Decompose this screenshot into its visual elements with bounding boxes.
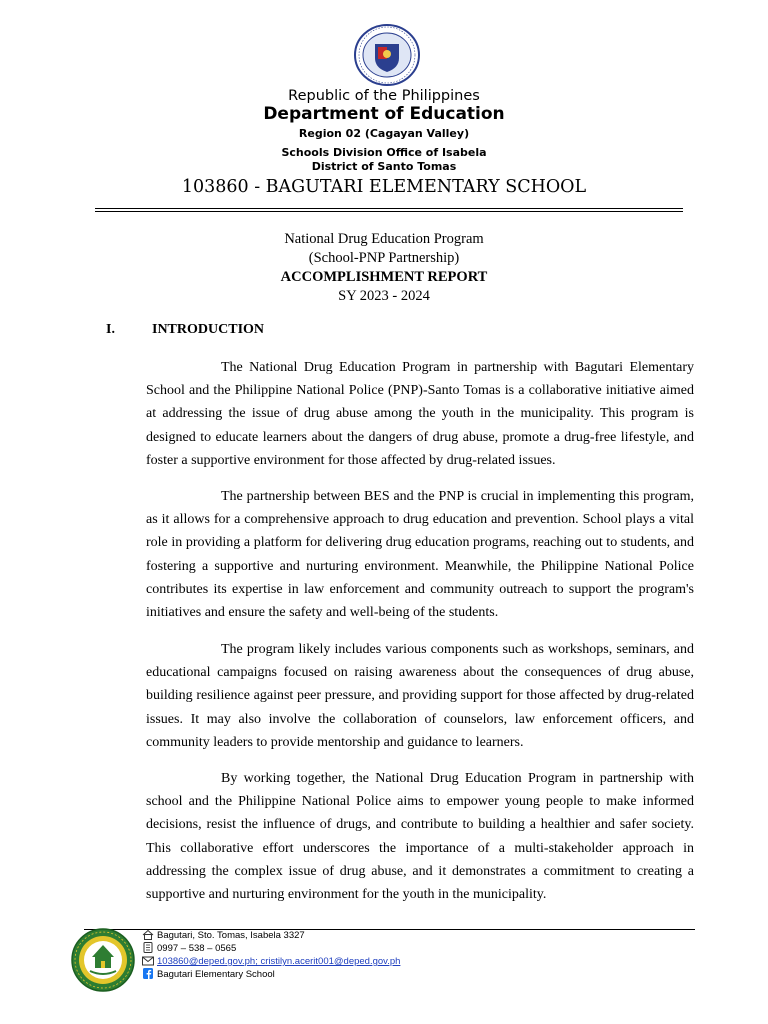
school-name-heading: 103860 - BAGUTARI ELEMENTARY SCHOOL [181,177,587,197]
header-divider-second [95,211,683,212]
footer-address-text: Bagutari, Sto. Tomas, Isabela 3327 [157,930,305,941]
partnership-subtitle: (School-PNP Partnership) [308,250,460,266]
republic-heading: Republic of the Philippines [288,88,480,104]
region-heading: Region 02 (Cagayan Valley) [298,127,470,140]
phone-icon [142,942,154,953]
facebook-icon [142,968,154,979]
department-heading: Department of Education [263,104,505,124]
school-year: SY 2023 - 2024 [338,288,430,304]
intro-paragraph-2: The partnership between BES and the PNP is crucial in implementing this program, as it allows for a comprehensive approach to drug education and prevention. School plays a vital role in providing a platform for delivering drug education programs, reaching out to students, and fostering a supportive and nurturing environment. Meanwhile, the Philippine National Police contributes its expertise in law enforcement and community outreach to support the program's initiatives and ensure the safety and well-being of the students. [146,489,694,621]
footer-address [142,929,305,942]
footer-facebook [142,968,275,981]
footer-phone-text: 0997 – 538 – 0565 [157,943,237,954]
footer-facebook-text[interactable]: Bagutari Elementary School [157,969,275,980]
report-title: ACCOMPLISHMENT REPORT [280,269,488,285]
home-icon [142,929,154,940]
footer-emails [142,955,400,968]
program-title: National Drug Education Program [284,231,484,247]
footer-email-link[interactable]: 103860@deped.gov.ph; cristilyn.acerit001@deped.gov.ph [157,956,401,967]
section-number: I. [106,322,115,337]
footer-phone [142,942,236,955]
intro-paragraph-4: By working together, the National Drug Education Program in partnership with school and the Philippine National Police aims to empower young people to make informed decisions, resist the influence of drugs, and contribute to building a healthier and safer society. This collaborative effort underscores the importance of a multi-stakeholder approach in addressing the complex issue of drug abuse, and it demonstrates a commitment to creating a supportive and nurturing environment for the youth in the municipality. [146,771,694,903]
mail-icon [142,955,154,966]
district-heading: District of Santo Tomas [311,160,457,173]
intro-paragraph-3: The program likely includes various components such as workshops, seminars, and educational campaigns focused on raising awareness about the consequences of drug abuse, building resilience against peer pressure, and providing support for those affected by drug-related issues. It may also involve the collaboration of counselors, law enforcement officers, and community leaders to provide mentorship and guidance to learners. [146,642,694,750]
intro-paragraph-1: The National Drug Education Program in partnership with Bagutari Elementary School and the Philippine National Police (PNP)-Santo Tomas is a collaborative initiative aimed at addressing the issue of drug abuse among the youth in the municipality. This program is designed to educate learners about the dangers of drug abuse, promote a drug-free lifestyle, and foster a supportive environment for those affected by drug-related issues. [146,360,694,468]
section-title: INTRODUCTION [152,322,265,337]
header-divider [95,208,683,209]
division-heading: Schools Division Office of Isabela [281,146,487,159]
school-logo-icon [70,927,136,993]
deped-seal-icon [352,24,422,86]
